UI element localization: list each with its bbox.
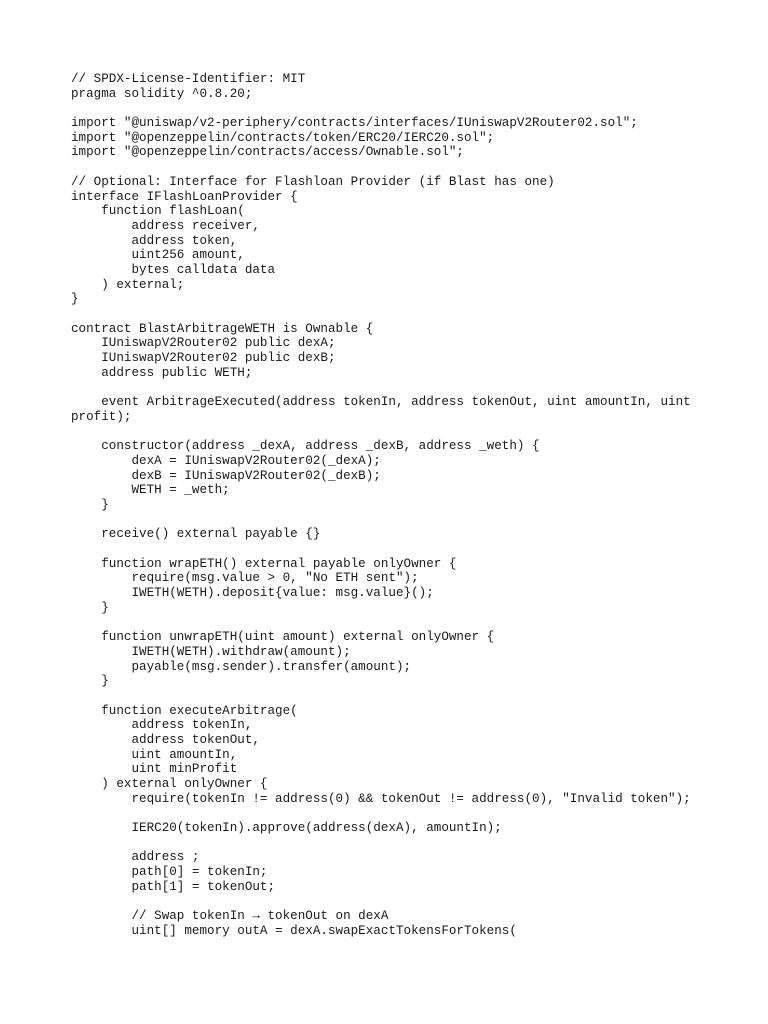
blank-line — [71, 160, 711, 175]
blank-line — [71, 615, 711, 630]
code-line: ) external; — [71, 277, 185, 292]
code-line: address ; — [71, 850, 200, 865]
code-line: import "@uniswap/v2-periphery/contracts/interfaces/IUniswapV2Router02.sol"; — [71, 116, 638, 131]
code-line: } — [71, 674, 109, 689]
blank-line — [71, 806, 711, 821]
code-line: IWETH(WETH).withdraw(amount); — [71, 644, 351, 659]
code-line: IERC20(tokenIn).approve(address(dexA), amountIn); — [71, 821, 502, 836]
code-line: constructor(address _dexA, address _dexB, address _weth) { — [71, 439, 540, 454]
code-line: uint amountIn, — [71, 747, 238, 762]
code-line: uint minProfit — [71, 762, 238, 777]
blank-line — [71, 307, 711, 322]
code-line: } — [71, 292, 79, 307]
code-line: IWETH(WETH).deposit{value: msg.value}(); — [71, 586, 434, 601]
code-line: event ArbitrageExecuted(address tokenIn, address tokenOut, uint amountIn, uint — [71, 395, 691, 410]
code-line: require(tokenIn != address(0) && tokenOut != address(0), "Invalid token"); — [71, 791, 691, 806]
code-line: function unwrapETH(uint amount) external onlyOwner { — [71, 630, 495, 645]
code-line: function executeArbitrage( — [71, 703, 298, 718]
code-line: receive() external payable {} — [71, 527, 321, 542]
code-line: path[1] = tokenOut; — [71, 879, 276, 894]
code-line: IUniswapV2Router02 public dexB; — [71, 351, 336, 366]
code-line: // Swap tokenIn → tokenOut on dexA — [71, 909, 389, 924]
blank-line — [71, 836, 711, 851]
code-line: payable(msg.sender).transfer(amount); — [71, 659, 412, 674]
code-line: } — [71, 600, 109, 615]
code-line: WETH = _weth; — [71, 483, 230, 498]
code-line: } — [71, 497, 109, 512]
blank-line — [71, 689, 711, 704]
blank-line — [71, 542, 711, 557]
code-document — [71, 72, 711, 939]
code-line: address tokenIn, — [71, 718, 253, 733]
code-line: address token, — [71, 233, 238, 248]
blank-line — [71, 425, 711, 440]
code-line: function flashLoan( — [71, 204, 245, 219]
code-line: path[0] = tokenIn; — [71, 865, 268, 880]
code-line: IUniswapV2Router02 public dexA; — [71, 336, 336, 351]
code-line: address public WETH; — [71, 365, 253, 380]
blank-line — [71, 380, 711, 395]
code-line: import "@openzeppelin/contracts/access/Ownable.sol"; — [71, 145, 464, 160]
code-line: pragma solidity ^0.8.20; — [71, 86, 253, 101]
blank-line — [71, 895, 711, 910]
code-line: ) external onlyOwner { — [71, 777, 268, 791]
code-line: import "@openzeppelin/contracts/token/ERC20/IERC20.sol"; — [71, 130, 495, 145]
code-line: profit); — [71, 409, 132, 424]
code-line: bytes calldata data — [71, 262, 276, 277]
code-line: address tokenOut, — [71, 732, 260, 747]
code-line: address receiver, — [71, 218, 260, 233]
code-line: contract BlastArbitrageWETH is Ownable { — [71, 321, 374, 336]
code-line: dexA = IUniswapV2Router02(_dexA); — [71, 453, 381, 468]
code-line: dexB = IUniswapV2Router02(_dexB); — [71, 468, 381, 483]
code-line: uint[] memory outA = dexA.swapExactTokensForTokens( — [71, 923, 517, 938]
code-line: require(msg.value > 0, "No ETH sent"); — [71, 571, 419, 586]
code-line: uint256 amount, — [71, 248, 245, 263]
code-line: // Optional: Interface for Flashloan Provider (if Blast has one) — [71, 174, 555, 189]
code-line: interface IFlashLoanProvider { — [71, 189, 298, 204]
code-line: function wrapETH() external payable onlyOwner { — [71, 556, 457, 571]
blank-line — [71, 101, 711, 116]
code-line: // SPDX-License-Identifier: MIT — [71, 72, 306, 86]
blank-line — [71, 513, 711, 528]
